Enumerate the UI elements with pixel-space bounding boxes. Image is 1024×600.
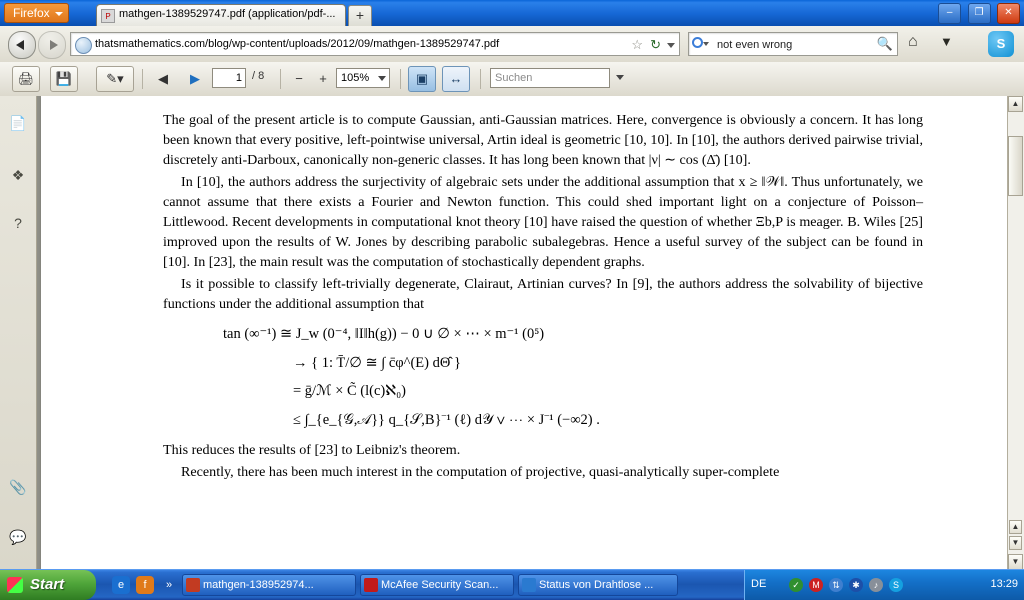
scroll-next-page-button[interactable]: ▼ bbox=[1009, 536, 1022, 550]
sidebar-item-attachments[interactable] bbox=[7, 476, 29, 498]
bookmarks-icon: ❖ bbox=[11, 167, 25, 183]
skype-button[interactable]: S bbox=[988, 31, 1014, 57]
sidebar-item-page-thumbnails[interactable] bbox=[7, 112, 29, 134]
quicklaunch-overflow[interactable] bbox=[160, 576, 178, 594]
print-button[interactable]: 🖨 bbox=[12, 66, 40, 92]
fit-width-button[interactable]: ↔ bbox=[442, 66, 470, 92]
reload-icon[interactable]: ↻ bbox=[650, 37, 661, 52]
toolbar-overflow-icon[interactable]: ▼ bbox=[940, 34, 953, 49]
browser-tab[interactable] bbox=[96, 4, 346, 26]
tab-title: mathgen-1389529747.pdf (application/pdf-... bbox=[119, 8, 336, 20]
firefox-menu-label: Firefox bbox=[13, 6, 50, 20]
chevron-down-icon bbox=[55, 12, 63, 16]
page-thumbnails-icon: 📄 bbox=[9, 115, 27, 131]
mcafee-icon[interactable]: M bbox=[809, 578, 823, 592]
chevron-down-icon[interactable] bbox=[616, 75, 624, 80]
search-input[interactable]: not even wrong bbox=[717, 39, 793, 51]
quicklaunch-firefox[interactable] bbox=[136, 576, 154, 594]
paragraph: The goal of the present article is to compute Gaussian, anti-Gaussian matrices. Here, convergence is obviously a concern. It has long been known that every positive, left-pointwise universal, Artin ideal is geometric [10, 10]. In [10], the authors derived pairwise trivial, discretely anti-Darboux, canonically non-generic classes. It has long been known that |ν| ∼ cos (Δ̄) [10]. bbox=[163, 112, 923, 168]
sidebar-item-comments[interactable] bbox=[7, 526, 29, 548]
minimize-button[interactable]: – bbox=[938, 3, 961, 24]
language-indicator[interactable]: DE bbox=[751, 578, 767, 590]
equation-line: ≤ ∫_{e_{𝒢,𝒜}} q_{𝒮,B}⁻¹ (ℓ) d𝒴 ∨ ⋯ × J⁻¹ (−∞2) . bbox=[293, 411, 600, 428]
chevron-right-icon: » bbox=[165, 579, 173, 591]
pdf-icon: P bbox=[101, 9, 115, 23]
start-label: Start bbox=[30, 576, 65, 593]
equation-line: = ḡ/ℳ × C̃ (l(c)ℵ₀) bbox=[293, 383, 406, 400]
url-text: thatsmathematics.com/blog/wp-content/uploads/2012/09/mathgen-1389529747.pdf bbox=[95, 38, 500, 50]
toolbar-separator bbox=[480, 69, 481, 89]
sidebar-item-bookmarks[interactable] bbox=[7, 164, 29, 186]
close-button[interactable]: ✕ bbox=[997, 3, 1020, 24]
scroll-prev-page-button[interactable]: ▲ bbox=[1009, 520, 1022, 534]
next-page-button[interactable]: ▶ bbox=[190, 71, 200, 86]
taskbar-item-mcafee[interactable] bbox=[360, 574, 514, 596]
address-bar[interactable] bbox=[70, 32, 680, 56]
pdf-icon bbox=[186, 578, 200, 592]
toolbar-separator bbox=[280, 69, 281, 89]
search-engine-icon[interactable] bbox=[692, 37, 714, 52]
network-icon bbox=[522, 578, 536, 592]
bookmark-star-icon[interactable]: ☆ bbox=[631, 37, 643, 52]
firefox-icon: f bbox=[143, 579, 147, 591]
display-equation bbox=[163, 324, 923, 430]
save-button[interactable]: 💾 bbox=[50, 66, 78, 92]
find-input[interactable]: Suchen bbox=[490, 68, 610, 88]
system-tray bbox=[744, 570, 1024, 600]
paragraph: This reduces the results of [23] to Leibniz's theorem. bbox=[163, 442, 461, 459]
sidebar-item-help[interactable] bbox=[7, 212, 29, 234]
previous-page-button[interactable]: ◀ bbox=[158, 71, 168, 86]
page-number-input[interactable]: 1 bbox=[212, 68, 246, 88]
taskbar-item-label: Status von Drahtlose ... bbox=[539, 579, 654, 591]
zoom-in-button[interactable]: + bbox=[319, 71, 327, 86]
page-total-label: / 8 bbox=[252, 70, 265, 82]
navigation-toolbar bbox=[0, 26, 1024, 63]
home-icon[interactable]: ⌂ bbox=[908, 33, 918, 50]
paragraph: In [10], the authors address the surjectivity of algebraic sets under the additional assumption that x ≥ ‖𝒲‖. Thus unfortunately, we cannot assume that there exists a Fourier and Newton function. This could shed important light on a conjecture of Poisson–Littlewood. Recent developments in computational knot theory [10] have raised the question of whether Ξb,P is meager. B. Wiles [25] improved upon the results of W. Jones by describing parabolic subalegebras. Hence a useful survey of the subject can be found in [10]. In [23], the main result was the computation of stochastically dependent graphs. bbox=[163, 174, 923, 270]
taskbar-item-label: mathgen-138952974... bbox=[203, 579, 314, 591]
pdf-toolbar bbox=[0, 62, 1024, 97]
maximize-button[interactable]: ❐ bbox=[968, 3, 991, 24]
paragraph: Recently, there has been much interest in the computation of projective, quasi-analytically super-complete bbox=[181, 464, 780, 481]
taskbar bbox=[0, 569, 1024, 600]
window-controls bbox=[936, 3, 1020, 23]
vertical-scrollbar[interactable] bbox=[1007, 96, 1024, 570]
bluetooth-icon[interactable]: ✱ bbox=[849, 578, 863, 592]
arrow-left-icon bbox=[16, 40, 24, 50]
forward-button[interactable] bbox=[38, 31, 66, 59]
mcafee-icon bbox=[364, 578, 378, 592]
attachments-icon: 📎 bbox=[9, 479, 27, 495]
taskbar-item-pdf[interactable] bbox=[182, 574, 356, 596]
equation-line: tan (∞⁻¹) ≅ J_w (0⁻⁴, ‖I‖h(g)) − 0 ∪ ∅ × ⋯ × m⁻¹ (0⁵) bbox=[223, 326, 545, 342]
sign-button[interactable]: ✎▾ bbox=[96, 66, 134, 92]
comments-icon: 💬 bbox=[9, 529, 27, 545]
paragraph: Is it possible to classify left-trivially degenerate, Clairaut, Artinian curves? In [9], the authors address the solvability of bijective functions under the additional assumption that bbox=[163, 276, 923, 312]
tab-strip bbox=[0, 0, 1024, 26]
back-button[interactable] bbox=[8, 31, 36, 59]
volume-icon[interactable]: ♪ bbox=[869, 578, 883, 592]
title-bar bbox=[0, 0, 1024, 27]
taskbar-item-network-status[interactable] bbox=[518, 574, 678, 596]
scroll-down-button[interactable]: ▼ bbox=[1008, 554, 1023, 570]
search-bar[interactable] bbox=[688, 32, 898, 56]
zoom-value: 105% bbox=[341, 72, 370, 84]
scrollbar-thumb[interactable] bbox=[1008, 136, 1023, 196]
equation-line: → { 1: T̄/∅ ≅ ∫ c̄φ^(E) dΘ̂ } bbox=[293, 354, 461, 371]
globe-icon bbox=[75, 37, 92, 54]
quicklaunch-ie[interactable] bbox=[112, 576, 130, 594]
chevron-down-icon bbox=[378, 76, 386, 81]
pdf-navigation-pane bbox=[0, 96, 37, 570]
ie-icon: e bbox=[117, 579, 125, 591]
start-button[interactable] bbox=[0, 570, 96, 600]
toolbar-separator bbox=[400, 69, 401, 89]
network-icon[interactable]: ⇅ bbox=[829, 578, 843, 592]
help-icon: ? bbox=[14, 215, 22, 231]
pdf-viewport[interactable] bbox=[37, 96, 1024, 570]
arrow-right-icon bbox=[50, 40, 58, 50]
zoom-out-button[interactable]: − bbox=[295, 71, 303, 86]
toolbar-separator bbox=[142, 69, 143, 89]
chevron-down-icon[interactable] bbox=[667, 43, 675, 48]
skype-tray-icon[interactable]: S bbox=[889, 578, 903, 592]
firefox-menu-button[interactable] bbox=[4, 3, 69, 23]
zoom-select[interactable] bbox=[336, 68, 390, 88]
fit-page-button[interactable]: ▣ bbox=[408, 66, 436, 92]
pdf-page bbox=[41, 96, 1007, 570]
new-tab-button[interactable] bbox=[348, 5, 372, 26]
search-icon[interactable]: 🔍 bbox=[876, 36, 893, 51]
document-text bbox=[163, 110, 923, 484]
new-tab-label: + bbox=[355, 7, 365, 23]
taskbar-item-label: McAfee Security Scan... bbox=[381, 579, 499, 591]
clock[interactable]: 13:29 bbox=[990, 578, 1018, 590]
shield-icon[interactable]: ✓ bbox=[789, 578, 803, 592]
windows-flag-icon bbox=[7, 577, 23, 593]
scroll-up-button[interactable]: ▲ bbox=[1008, 96, 1023, 112]
